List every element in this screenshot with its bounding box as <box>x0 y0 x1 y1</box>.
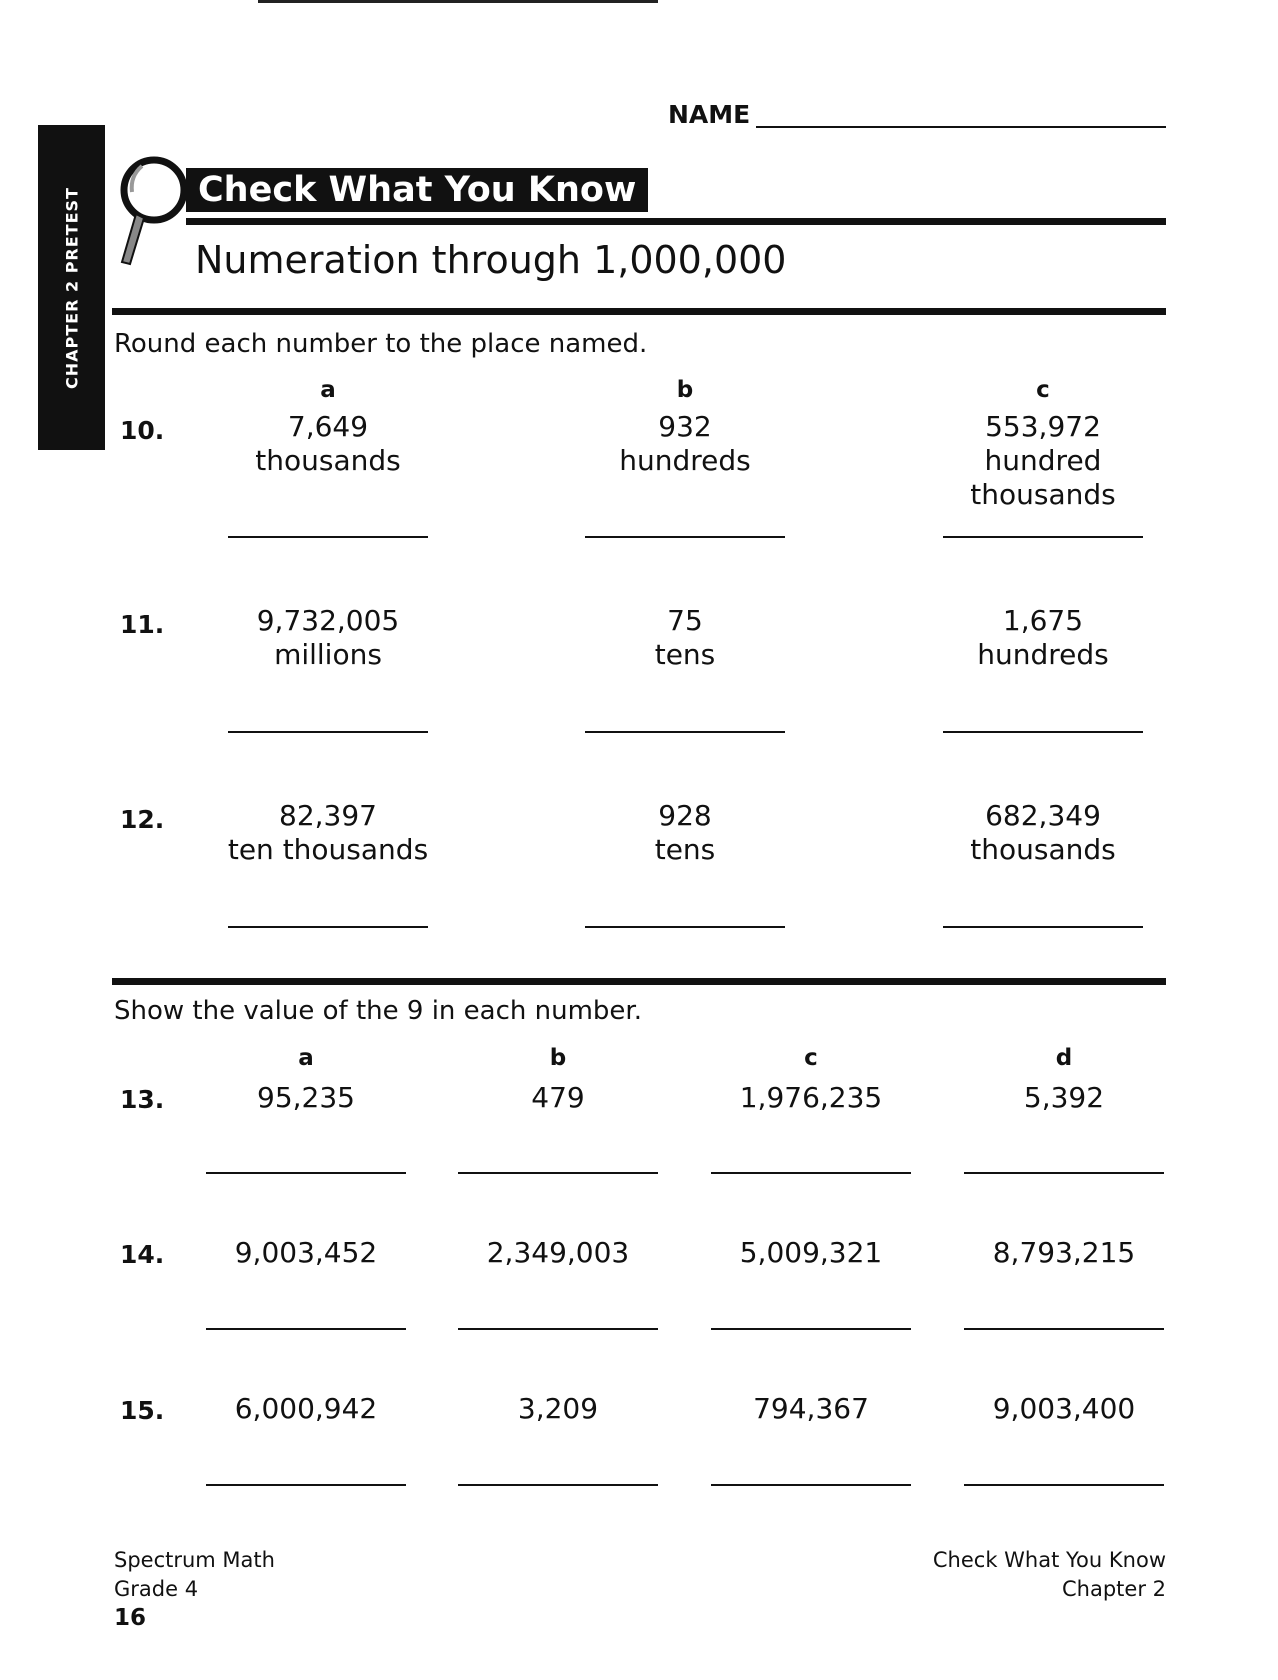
scan-artifact-line <box>258 0 658 3</box>
section1-instruction: Round each number to the place named. <box>114 329 648 359</box>
place-name: tens <box>654 638 716 671</box>
column-header-b: b <box>549 1045 567 1071</box>
number-value: 3,209 <box>517 1392 599 1425</box>
footer-chapter: Chapter 2 <box>1062 1577 1166 1601</box>
answer-line[interactable] <box>206 1172 406 1174</box>
number-value: 8,793,215 <box>992 1236 1136 1269</box>
footer-right <box>933 1546 1166 1604</box>
banner-title: Check What You Know <box>186 168 648 212</box>
number-value: 682,349 <box>985 799 1101 832</box>
number-value: 75 <box>667 604 703 637</box>
problem-number: 13. <box>120 1085 165 1114</box>
answer-line[interactable] <box>228 926 428 928</box>
place-name: hundred thousands <box>970 444 1116 511</box>
column-header-a: a <box>298 1045 314 1071</box>
round-item <box>555 410 815 478</box>
number-value: 9,732,005 <box>256 604 400 637</box>
footer-section-title: Check What You Know <box>932 1548 1166 1572</box>
column-header-d: d <box>1055 1045 1073 1071</box>
round-item <box>913 799 1173 867</box>
answer-line[interactable] <box>943 731 1143 733</box>
place-name: hundreds <box>619 444 751 477</box>
round-item <box>913 410 1173 512</box>
round-item <box>913 604 1173 672</box>
round-item <box>198 410 458 478</box>
place-name: ten thousands <box>227 833 429 866</box>
answer-line[interactable] <box>711 1484 911 1486</box>
number-value: 1,976,235 <box>739 1081 883 1114</box>
answer-line[interactable] <box>206 1328 406 1330</box>
round-item <box>555 799 815 867</box>
number-value: 794,367 <box>753 1392 869 1425</box>
answer-line[interactable] <box>585 536 785 538</box>
page-number: 16 <box>114 1605 147 1631</box>
page-subtitle: Numeration through 1,000,000 <box>195 238 787 282</box>
answer-line[interactable] <box>458 1328 658 1330</box>
place-name: hundreds <box>977 638 1109 671</box>
answer-line[interactable] <box>711 1172 911 1174</box>
section2-instruction: Show the value of the 9 in each number. <box>114 996 642 1026</box>
name-label: NAME <box>668 100 751 129</box>
answer-line[interactable] <box>206 1484 406 1486</box>
number-value: 9,003,400 <box>992 1392 1136 1425</box>
answer-line[interactable] <box>711 1328 911 1330</box>
section-divider-middle <box>112 978 1166 985</box>
place-name: millions <box>274 638 382 671</box>
answer-line[interactable] <box>943 926 1143 928</box>
banner-underline <box>186 218 1166 225</box>
column-header-a: a <box>320 377 336 403</box>
side-tab-label: CHAPTER 2 PRETEST <box>62 186 81 389</box>
answer-line[interactable] <box>228 536 428 538</box>
number-value: 553,972 <box>985 410 1101 443</box>
problem-number: 11. <box>120 610 165 639</box>
number-value: 5,392 <box>1023 1081 1105 1114</box>
place-name: thousands <box>970 833 1116 866</box>
problem-number: 15. <box>120 1396 165 1425</box>
footer-left <box>114 1546 275 1633</box>
number-value: 2,349,003 <box>486 1236 630 1269</box>
problem-number: 12. <box>120 805 165 834</box>
column-header-b: b <box>676 377 694 403</box>
number-value: 95,235 <box>257 1081 355 1114</box>
round-item <box>198 604 458 672</box>
answer-line[interactable] <box>964 1172 1164 1174</box>
number-value: 932 <box>658 410 712 443</box>
number-value: 928 <box>658 799 712 832</box>
number-value: 7,649 <box>287 410 369 443</box>
number-value: 9,003,452 <box>234 1236 378 1269</box>
name-answer-line[interactable] <box>756 126 1166 128</box>
number-value: 5,009,321 <box>739 1236 883 1269</box>
column-header-c: c <box>1036 377 1050 403</box>
answer-line[interactable] <box>458 1484 658 1486</box>
place-name: tens <box>654 833 716 866</box>
magnifying-glass-icon <box>112 152 192 267</box>
footer-grade: Grade 4 <box>114 1577 199 1601</box>
answer-line[interactable] <box>585 731 785 733</box>
number-value: 479 <box>531 1081 585 1114</box>
answer-line[interactable] <box>458 1172 658 1174</box>
place-name: thousands <box>255 444 401 477</box>
number-value: 1,675 <box>1002 604 1084 637</box>
round-item <box>198 799 458 867</box>
answer-line[interactable] <box>228 731 428 733</box>
column-header-c: c <box>804 1045 818 1071</box>
answer-line[interactable] <box>964 1328 1164 1330</box>
section-divider-top <box>112 308 1166 315</box>
number-value: 6,000,942 <box>234 1392 378 1425</box>
footer-book-title: Spectrum Math <box>114 1548 275 1572</box>
round-item <box>555 604 815 672</box>
problem-number: 14. <box>120 1240 165 1269</box>
answer-line[interactable] <box>943 536 1143 538</box>
number-value: 82,397 <box>279 799 377 832</box>
answer-line[interactable] <box>585 926 785 928</box>
chapter-side-tab <box>38 125 105 450</box>
answer-line[interactable] <box>964 1484 1164 1486</box>
problem-number: 10. <box>120 416 165 445</box>
